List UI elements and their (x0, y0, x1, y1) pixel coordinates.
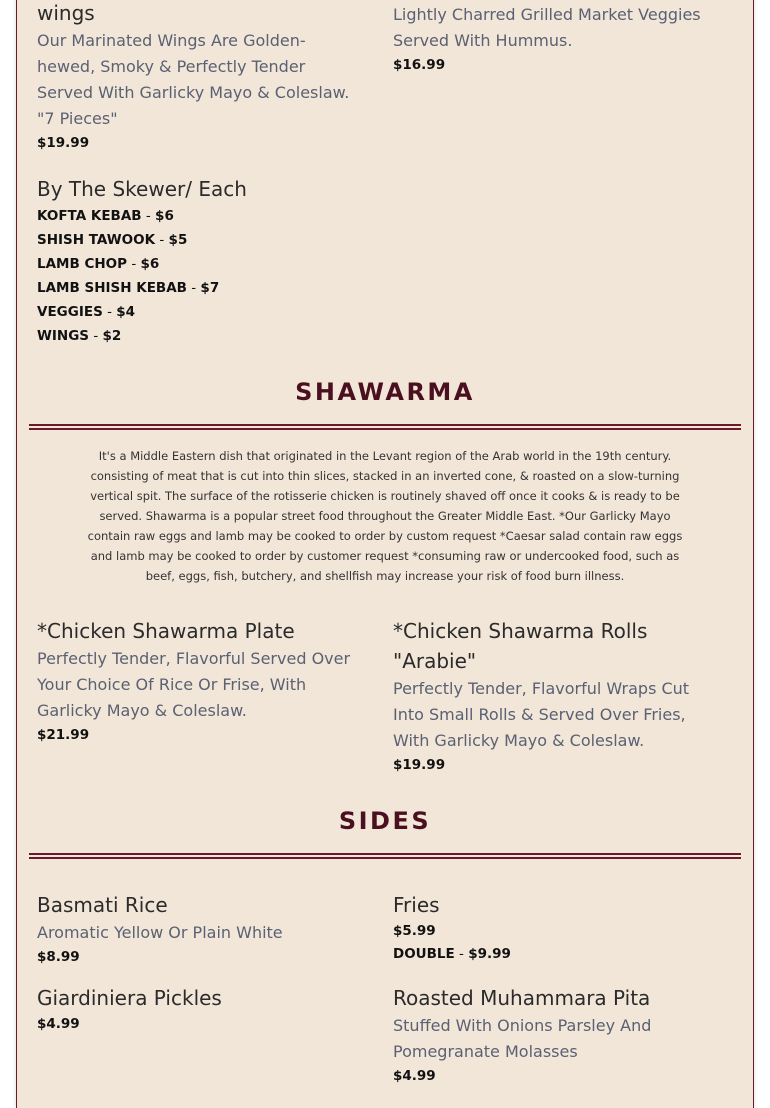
item-title: wings (37, 1, 95, 25)
item-price: $4.99 (37, 1016, 80, 1032)
section-divider (29, 424, 741, 430)
menu-item-veggies (393, 2, 723, 76)
item-title: Roasted Muhammara Pita (393, 986, 651, 1010)
item-description: Stuffed With Onions Parsley And Pomegranate Molasses (393, 1016, 652, 1061)
item-description: Lightly Charred Grilled Market Veggies Served With Hummus. (393, 5, 701, 50)
item-description: Our Marinated Wings Are Golden-hewed, Smoky & Perfectly Tender Served With Garlicky Mayo & Coleslaw. "7 Pieces" (37, 31, 350, 128)
item-price: $8.99 (37, 949, 80, 965)
item-title: Giardiniera Pickles (37, 986, 222, 1010)
menu-item-basmati-rice (37, 890, 357, 968)
section-heading-shawarma: SHAWARMA (295, 378, 475, 406)
section-heading-sides: SIDES (338, 807, 432, 835)
menu-page (16, 0, 754, 1108)
item-option: DOUBLE - $9.99 (393, 946, 511, 962)
item-title: Fries (393, 893, 440, 917)
menu-item-chicken-shawarma-rolls (393, 616, 713, 776)
item-price: $19.99 (37, 135, 90, 151)
skewer-item: KOFTA KEBAB - $6 (37, 208, 174, 224)
item-price: $19.99 (393, 757, 446, 773)
skewer-title: By The Skewer/ Each (37, 177, 247, 201)
shawarma-intro: It's a Middle Eastern dish that originated in the Levant region of the Arab world in the 19th century. consisting of meat that is cut into thin slices, stacked in an inverted cone, & roasted on a slow-turning vertical spit. The surface of the rotisserie chicken is routinely shaved off once it cooks & is ready to be served. Shawarma is a popular street food throughout the Greater Middle East. *Our Garlicky Mayo contain raw eggs and lamb may be cooked to order by custom request *Caesar salad contain raw eggs and lamb may be cooked to order by customer request *consuming raw or undercooked food, such as beef, eggs, fish, butchery, and shellfish may increase your risk of food burn illness. (87, 449, 683, 583)
menu-item-roasted-muhammara-pita (393, 983, 723, 1087)
skewer-item: VEGGIES - $4 (37, 304, 136, 320)
item-description: Aromatic Yellow Or Plain White (37, 923, 283, 942)
skewer-item: WINGS - $2 (37, 328, 122, 344)
item-price: $5.99 (393, 923, 436, 939)
item-title: *Chicken Shawarma Plate (37, 619, 295, 643)
skewer-item: SHISH TAWOOK - $5 (37, 232, 188, 248)
item-description: Perfectly Tender, Flavorful Wraps Cut Into Small Rolls & Served Over Fries, With Garlicky Mayo & Coleslaw. (393, 679, 690, 750)
menu-item-giardiniera-pickles (37, 983, 357, 1035)
skewer-item: LAMB CHOP - $6 (37, 256, 160, 272)
menu-item-chicken-shawarma-plate (37, 616, 357, 746)
section-divider (29, 853, 741, 859)
skewer-item: LAMB SHISH KEBAB - $7 (37, 280, 220, 296)
item-title: Basmati Rice (37, 893, 168, 917)
item-description: Perfectly Tender, Flavorful Served Over Your Choice Of Rice Or Frise, With Garlicky Mayo & Coleslaw. (37, 649, 351, 720)
menu-item-wings (37, 0, 357, 154)
item-price: $4.99 (393, 1068, 436, 1084)
item-price: $21.99 (37, 727, 90, 743)
menu-item-fries (393, 890, 723, 966)
item-title: *Chicken Shawarma Rolls "Arabie" (393, 619, 648, 673)
skewer-section (37, 174, 357, 348)
item-price: $16.99 (393, 57, 446, 73)
